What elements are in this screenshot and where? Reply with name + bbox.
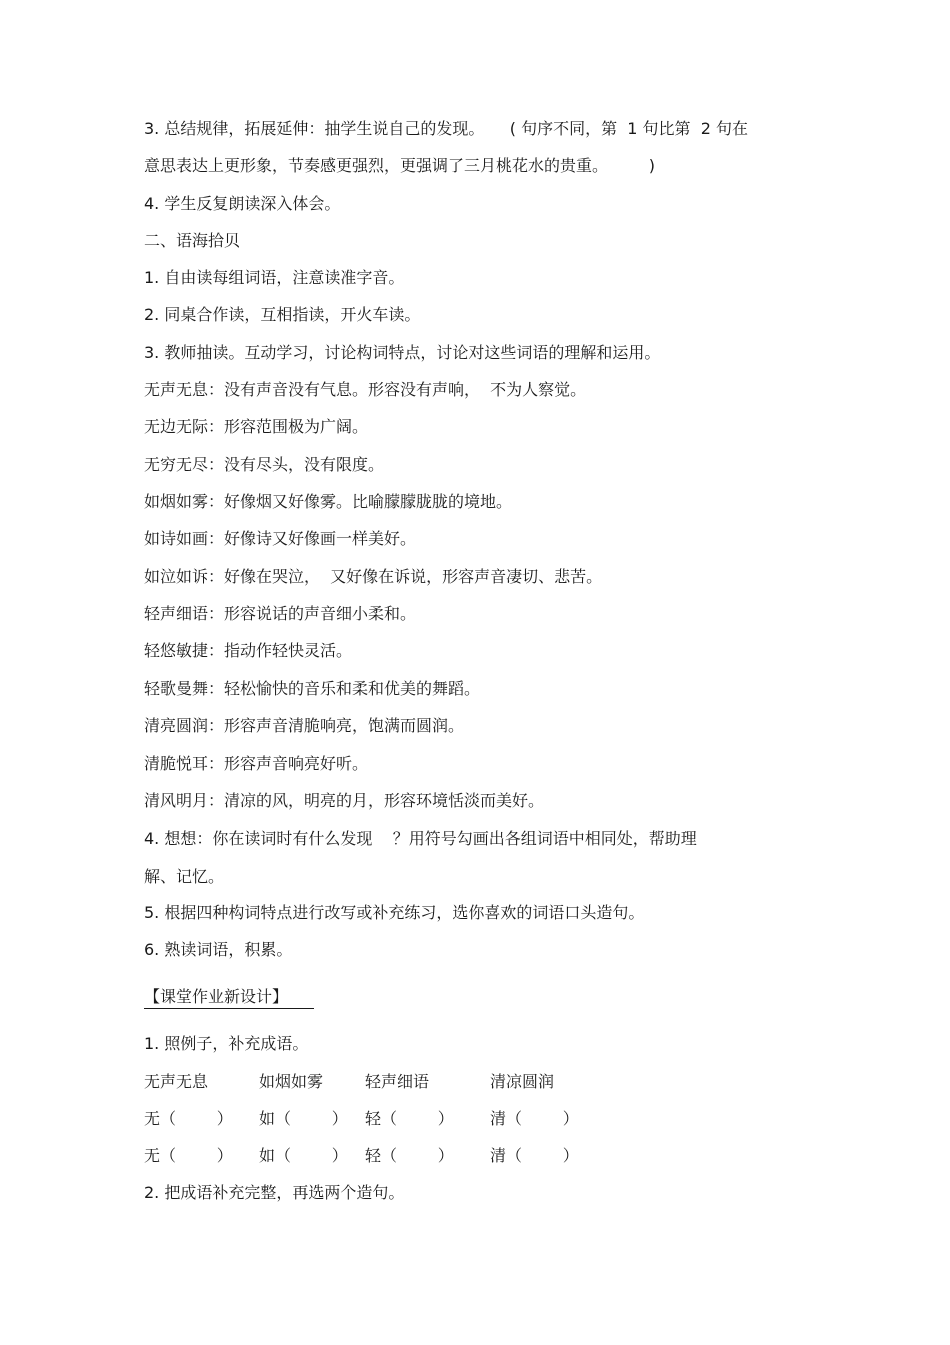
fill-blank: 轻（ ） bbox=[365, 1146, 454, 1165]
idiom-definition: 无声无息：没有声音没有气息。形容没有声响， 不为人察觉。 bbox=[144, 380, 587, 399]
text-line: 2. 同桌合作读，互相指读，开火车读。 bbox=[144, 305, 421, 324]
example-idiom: 如烟如雾 bbox=[259, 1072, 324, 1091]
idiom-definition: 如烟如雾：好像烟又好像雾。比喻朦朦胧胧的境地。 bbox=[144, 492, 513, 511]
idiom-definition: 清风明月：清凉的风，明亮的月，形容环境恬淡而美好。 bbox=[144, 791, 545, 810]
idiom-definition: 如泣如诉：好像在哭泣， 又好像在诉说，形容声音凄切、悲苦。 bbox=[144, 567, 603, 586]
exercise-title: 2. 把成语补充完整，再选两个造句。 bbox=[144, 1183, 405, 1202]
exercise-title: 1. 照例子，补充成语。 bbox=[144, 1034, 309, 1053]
text-line: 意思表达上更形象，节奏感更强烈，更强调了三月桃花水的贵重。 ) bbox=[144, 156, 655, 175]
example-idiom: 清凉圆润 bbox=[490, 1072, 555, 1091]
idiom-definition: 轻歌曼舞：轻松愉快的音乐和柔和优美的舞蹈。 bbox=[144, 679, 481, 698]
text-line: 5. 根据四种构词特点进行改写或补充练习，选你喜欢的词语口头造句。 bbox=[144, 903, 645, 922]
text-line: 4. 想想：你在读词时有什么发现 ？用符号勾画出各组词语中相同处，帮助理 bbox=[144, 829, 697, 848]
fill-blank: 无（ ） bbox=[144, 1146, 233, 1165]
idiom-definition: 轻悠敏捷：指动作轻快灵活。 bbox=[144, 641, 353, 660]
text-line: 1. 自由读每组词语，注意读准字音。 bbox=[144, 268, 405, 287]
section-title: 二、语海拾贝 bbox=[144, 231, 241, 250]
fill-blank: 如（ ） bbox=[259, 1109, 348, 1128]
section-heading: 【课堂作业新设计】 bbox=[144, 986, 314, 1009]
idiom-definition: 如诗如画：好像诗又好像画一样美好。 bbox=[144, 529, 417, 548]
idiom-definition: 清亮圆润：形容声音清脆响亮，饱满而圆润。 bbox=[144, 716, 465, 735]
example-idiom: 轻声细语 bbox=[365, 1072, 430, 1091]
idiom-definition: 无穷无尽：没有尽头，没有限度。 bbox=[144, 455, 385, 474]
text-line: 解、记忆。 bbox=[144, 867, 225, 886]
fill-blank: 如（ ） bbox=[259, 1146, 348, 1165]
text-line: 3. 教师抽读。互动学习，讨论构词特点，讨论对这些词语的理解和运用。 bbox=[144, 343, 661, 362]
fill-blank: 清（ ） bbox=[490, 1109, 579, 1128]
idiom-definition: 轻声细语：形容说话的声音细小柔和。 bbox=[144, 604, 417, 623]
fill-blank: 无（ ） bbox=[144, 1109, 233, 1128]
example-idiom: 无声无息 bbox=[144, 1072, 209, 1091]
idiom-definition: 无边无际：形容范围极为广阔。 bbox=[144, 417, 369, 436]
idiom-definition: 清脆悦耳：形容声音响亮好听。 bbox=[144, 754, 369, 773]
fill-blank: 轻（ ） bbox=[365, 1109, 454, 1128]
fill-blank: 清（ ） bbox=[490, 1146, 579, 1165]
text-line: 6. 熟读词语，积累。 bbox=[144, 940, 293, 959]
text-line: 4. 学生反复朗读深入体会。 bbox=[144, 194, 341, 213]
text-line: 3. 总结规律，拓展延伸：抽学生说自己的发现。 ( 句序不同，第 1 句比第 2 句在 bbox=[144, 119, 748, 138]
